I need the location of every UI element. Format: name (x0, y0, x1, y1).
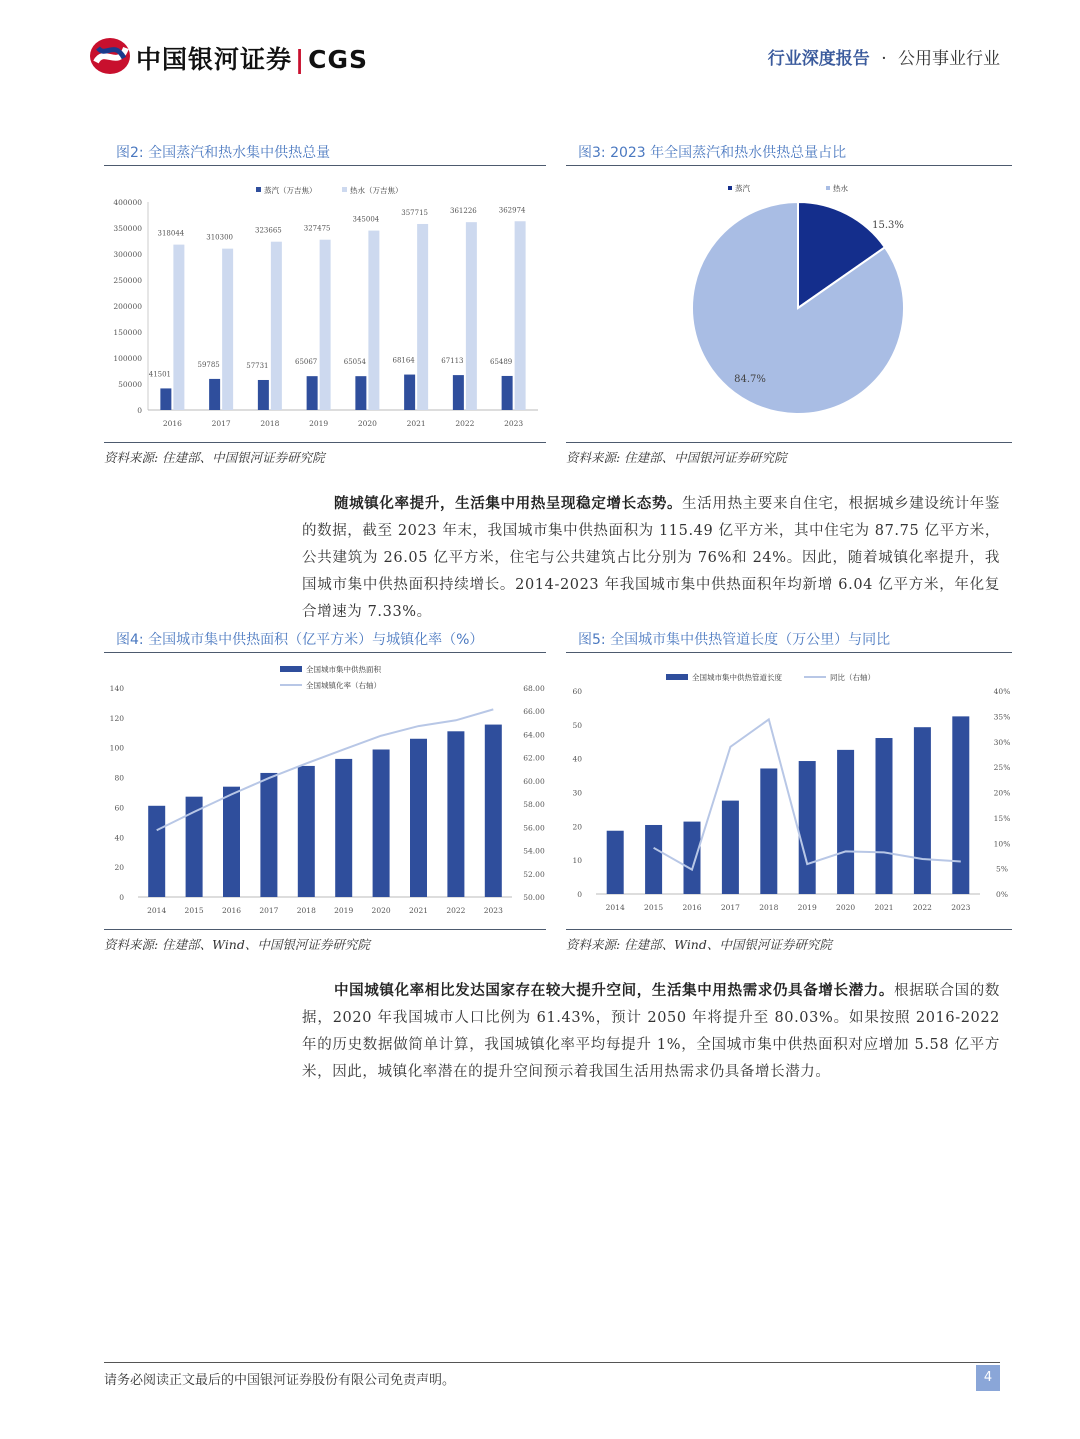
fig2-source: 资料来源: 住建部、中国银河证券研究院 (104, 450, 325, 465)
x-tick-label: 2020 (371, 906, 391, 915)
bar (952, 716, 969, 894)
y-tick-label: 50 (572, 720, 582, 730)
industry-name: 公用事业行业 (898, 49, 1000, 69)
y-tick-label: 100 (109, 743, 124, 753)
fig3-title: 图3: 2023 年全国蒸汽和热水供热总量占比 (578, 145, 847, 161)
x-tick-label: 2020 (836, 903, 856, 912)
bar-steam (258, 380, 269, 410)
y2-tick-label: 68.00 (523, 684, 545, 693)
legend-swatch (256, 187, 261, 192)
x-tick-label: 2022 (446, 906, 466, 915)
y-tick-label: 300000 (113, 250, 142, 259)
y2-tick-label: 15% (993, 813, 1011, 823)
y2-tick-label: 20% (993, 788, 1011, 798)
y-tick-label: 30 (572, 788, 582, 798)
pie-value-label: 15.3% (872, 220, 904, 231)
data-label: 57731 (246, 361, 269, 370)
legend-label: 热水 (833, 184, 848, 193)
fig3-bottom-rule (566, 442, 1012, 443)
bar (760, 768, 777, 894)
y-tick-label: 20 (114, 863, 124, 873)
bar (373, 750, 390, 897)
legend-label: 热水（万吉焦） (350, 186, 403, 195)
x-tick-label: 2018 (260, 419, 280, 428)
data-label: 68164 (392, 356, 415, 365)
y-tick-label: 40 (572, 754, 582, 764)
header-separator: · (881, 49, 887, 69)
data-label: 65489 (489, 357, 513, 366)
y2-tick-label: 64.00 (523, 730, 545, 740)
series-line (157, 709, 494, 830)
fig2-top-rule (104, 165, 546, 166)
x-tick-label: 2017 (259, 906, 279, 915)
data-label: 65067 (294, 358, 318, 367)
x-tick-label: 2019 (334, 906, 354, 915)
bar-steam (453, 375, 464, 410)
x-tick-label: 2017 (211, 419, 231, 428)
logo-text: 中国银河证券 | CGS (136, 45, 369, 74)
legend-swatch (342, 187, 347, 192)
x-tick-label: 2020 (357, 419, 377, 428)
legend-swatch-bar (280, 666, 302, 672)
bar (645, 825, 662, 894)
x-tick-label: 2016 (682, 903, 702, 912)
y-tick-label: 200000 (113, 302, 142, 311)
footer-rule (104, 1362, 1000, 1363)
data-label: 65054 (343, 358, 367, 367)
y2-tick-label: 50.00 (523, 893, 545, 902)
y2-tick-label: 52.00 (523, 869, 545, 879)
legend-label: 蒸汽（万吉焦） (264, 186, 317, 195)
fig4-source: 资料来源: 住建部、Wind、中国银河证券研究院 (104, 937, 370, 952)
x-tick-label: 2023 (504, 419, 524, 428)
bar-steam (502, 376, 513, 410)
y-tick-label: 120 (109, 713, 124, 723)
y-tick-label: 60 (114, 803, 124, 813)
fig4-chart (104, 657, 546, 927)
data-label: 67113 (441, 357, 464, 366)
footer-disclaimer: 请务必阅读正文最后的中国银河证券股份有限公司免责声明。 (104, 1373, 456, 1388)
bar (799, 761, 816, 894)
y-tick-label: 350000 (113, 224, 142, 233)
y-tick-label: 150000 (113, 328, 142, 337)
x-tick-label: 2023 (483, 906, 503, 915)
bar-water (320, 240, 331, 410)
logo-en: CGS (308, 45, 369, 74)
x-tick-label: 2014 (605, 903, 625, 912)
logo-cn: 中国银河证券 (136, 45, 293, 74)
bar (485, 725, 502, 897)
paragraph-urbanization-potential (302, 977, 1000, 1086)
header-report-info (768, 44, 1000, 69)
bar (260, 773, 277, 897)
y-tick-label: 0 (119, 893, 124, 902)
para1-lead: 随城镇化率提升，生活集中用热呈现稳定增长态势。 (334, 495, 683, 512)
x-tick-label: 2018 (296, 906, 316, 915)
fig3-chart (566, 170, 1012, 440)
data-label: 323665 (255, 226, 282, 235)
x-tick-label: 2017 (720, 903, 740, 912)
y2-tick-label: 10% (993, 839, 1011, 849)
bar-water (173, 245, 184, 410)
bar (223, 787, 240, 897)
data-label: 345004 (352, 215, 380, 224)
data-label: 318044 (157, 229, 185, 238)
y2-tick-label: 0% (996, 890, 1008, 899)
bar (148, 806, 165, 897)
y-tick-label: 100000 (113, 354, 142, 363)
fig3-top-rule (566, 165, 1012, 166)
fig4-bottom-rule (104, 929, 546, 930)
bar-water (515, 221, 526, 410)
y-tick-label: 140 (109, 684, 124, 693)
para2-lead: 中国城镇化率相比发达国家存在较大提升空间，生活集中用热需求仍具备增长潜力。 (334, 982, 895, 999)
y-tick-label: 400000 (113, 198, 142, 207)
y2-tick-label: 30% (993, 737, 1011, 747)
x-tick-label: 2015 (644, 903, 664, 912)
y-tick-label: 0 (137, 406, 142, 415)
y2-tick-label: 5% (996, 864, 1008, 874)
legend-label: 蒸汽 (735, 184, 750, 193)
fig5-top-rule (566, 652, 1012, 653)
paragraph-urbanization-growth (302, 490, 1000, 626)
bar (607, 831, 624, 894)
pie-value-label: 84.7% (734, 374, 766, 385)
x-tick-label: 2019 (309, 419, 329, 428)
y2-tick-label: 58.00 (523, 800, 545, 810)
bar-water (271, 242, 282, 410)
x-tick-label: 2021 (408, 906, 429, 915)
y-tick-label: 20 (572, 822, 582, 832)
data-label: 357715 (401, 208, 428, 217)
bar (722, 801, 739, 894)
x-tick-label: 2022 (912, 903, 932, 912)
y2-tick-label: 40% (993, 687, 1011, 696)
fig2-title: 图2: 全国蒸汽和热水集中供热总量 (116, 145, 331, 161)
fig3-source: 资料来源: 住建部、中国银河证券研究院 (566, 450, 787, 465)
report-type: 行业深度报告 (767, 49, 870, 69)
x-tick-label: 2022 (455, 419, 475, 428)
bar-water (368, 231, 379, 410)
x-tick-label: 2014 (147, 906, 167, 915)
bar-water (417, 224, 428, 410)
para1-body: 生活用热主要来自住宅，根据城乡建设统计年鉴的数据，截至 2023 年末，我国城市集中供热面积为 115.49 亿平方米，其中住宅为 87.75 亿平方米，公共建筑为 26.05 亿平方米，住宅与公共建筑占比分别为 76%和 24%。因此，随着城镇化率提升，我国城市集中供热面积持续增长。2014-2023 年我国城市集中供热面积年均新增 6.04 亿平方米，年化复合增速为 7.33%。 (302, 496, 1000, 620)
x-tick-label: 2018 (759, 903, 779, 912)
bar (335, 759, 352, 897)
y-tick-label: 80 (114, 773, 124, 783)
fig5-title: 图5: 全国城市集中供热管道长度（万公里）与同比 (578, 632, 891, 648)
bar-steam (404, 375, 415, 410)
y-tick-label: 0 (577, 890, 582, 899)
data-label: 310300 (206, 233, 233, 242)
y-tick-label: 250000 (113, 276, 142, 285)
fig4-title: 图4: 全国城市集中供热面积（亿平方米）与城镇化率（%） (116, 632, 484, 648)
legend-label: 全国城市集中供热管道长度 (692, 673, 782, 682)
y2-tick-label: 66.00 (523, 707, 545, 717)
x-tick-label: 2015 (184, 906, 204, 915)
bar (876, 738, 893, 894)
data-label: 41501 (148, 370, 172, 379)
bar-water (466, 222, 477, 410)
y2-tick-label: 54.00 (523, 846, 545, 856)
legend-swatch (728, 186, 732, 190)
y-tick-label: 10 (572, 856, 582, 866)
fig2-bottom-rule (104, 442, 546, 443)
legend-label: 同比（右轴） (830, 673, 875, 682)
header (0, 0, 1080, 110)
fig5-chart (566, 657, 1012, 927)
page-number: 4 (976, 1365, 1000, 1391)
legend-swatch (826, 186, 830, 190)
bar (837, 750, 854, 894)
x-tick-label: 2016 (221, 906, 242, 915)
y2-tick-label: 62.00 (523, 753, 545, 763)
fig2-chart (104, 170, 546, 440)
legend-label: 全国城市集中供热面积 (306, 665, 381, 674)
bar-steam (355, 376, 366, 410)
bar-steam (209, 379, 220, 410)
fig5-bottom-rule (566, 929, 1012, 930)
x-tick-label: 2021 (406, 419, 426, 428)
data-label: 361226 (450, 207, 477, 216)
x-tick-label: 2016 (162, 419, 182, 428)
x-tick-label: 2023 (951, 903, 971, 912)
y2-tick-label: 60.00 (523, 776, 545, 786)
fig5-source: 资料来源: 住建部、Wind、中国银河证券研究院 (566, 937, 832, 952)
y-tick-label: 50000 (118, 380, 142, 389)
fig4-top-rule (104, 652, 546, 653)
bar (914, 727, 931, 894)
bar (410, 739, 427, 897)
bar (684, 822, 701, 894)
data-label: 59785 (197, 360, 220, 369)
bar-steam (307, 376, 318, 410)
data-label: 362974 (498, 206, 526, 215)
y2-tick-label: 25% (993, 763, 1011, 773)
bar (298, 766, 315, 897)
y-tick-label: 40 (114, 833, 124, 843)
bar-water (222, 249, 233, 410)
data-label: 327475 (303, 224, 331, 233)
bar-steam (160, 388, 171, 410)
x-tick-label: 2019 (797, 903, 817, 912)
para2-body: 根据联合国的数据，2020 年我国城市人口比例为 61.43%，预计 2050 年将提升至 80.03%。如果按照 2016-2022 年的历史数据做简单计算，我国城镇化率平均每提升 1%，全国城市集中供热面积对应增加 5.58 亿平方米，因此，城镇化率潜在的提升空间预示着我国生活用热需求仍具备增长潜力。 (302, 983, 1000, 1080)
legend-label: 全国城镇化率（右轴） (306, 681, 381, 690)
y-tick-label: 60 (572, 687, 582, 696)
y2-tick-label: 56.00 (523, 823, 545, 833)
legend-swatch-bar (666, 674, 688, 680)
bar (447, 731, 464, 897)
x-tick-label: 2021 (874, 903, 894, 912)
logo-icon (88, 36, 132, 76)
y2-tick-label: 35% (993, 712, 1011, 722)
